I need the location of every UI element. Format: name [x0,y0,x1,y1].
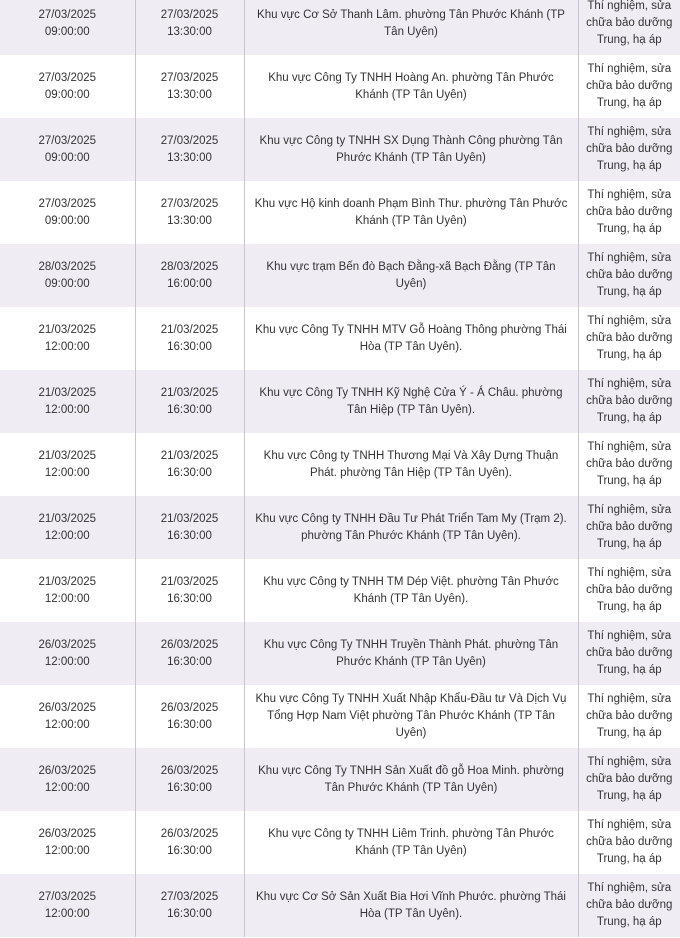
area-text: Khu vực Cơ Sở Thanh Lâm. phường Tân Phước Khánh (TP Tân Uyên) [257,8,565,38]
start-cell [0,559,135,622]
table-row [0,307,680,370]
end-date: 21/03/2025 [160,386,219,399]
start-cell [0,496,135,559]
work-cell [578,811,680,874]
start-time: 12:00:00 [44,529,90,542]
end-date: 28/03/2025 [160,260,219,273]
start-date: 27/03/2025 [38,134,97,147]
area-cell [244,559,578,622]
end-cell [135,118,244,181]
work-cell [578,874,680,937]
end-cell [135,181,244,244]
start-date: 21/03/2025 [38,449,97,462]
end-date: 21/03/2025 [160,512,219,525]
start-cell [0,0,135,55]
end-date: 26/03/2025 [160,701,219,714]
end-cell [135,874,244,937]
start-time: 12:00:00 [44,340,90,353]
start-time: 09:00:00 [44,277,90,290]
work-text: Thí nghiệm, sửa chữa bảo dưỡng Trung, hạ áp [586,126,673,172]
start-cell [0,181,135,244]
work-cell [578,0,680,55]
start-date: 26/03/2025 [38,638,97,651]
work-text: Thí nghiệm, sửa chữa bảo dưỡng Trung, hạ áp [586,819,673,865]
area-text: Khu vực Công Ty TNHH Sản Xuất đồ gỗ Hoa Minh. phường Tân Phước Khánh (TP Tân Uyên) [258,764,564,794]
work-cell [578,244,680,307]
start-date: 26/03/2025 [38,827,97,840]
start-time: 09:00:00 [44,25,90,38]
work-cell [578,307,680,370]
start-date: 27/03/2025 [38,197,97,210]
area-cell [244,622,578,685]
table-row [0,748,680,811]
area-text: Khu vực Công Ty TNHH Truyền Thành Phát. phường Tân Phước Khánh (TP Tân Uyên) [263,638,559,668]
work-cell [578,433,680,496]
area-text: Khu vực Công Ty TNHH MTV Gỗ Hoàng Thông phường Thái Hòa (TP Tân Uyên). [255,323,567,353]
work-cell [578,181,680,244]
area-text: Khu vực trạm Bến đò Bạch Đằng-xã Bạch Đằng (TP Tân Uyên) [266,260,556,290]
start-date: 21/03/2025 [38,386,97,399]
table-row [0,874,680,937]
end-time: 16:30:00 [167,340,212,353]
end-date: 27/03/2025 [160,890,219,903]
table-row [0,559,680,622]
start-cell [0,307,135,370]
start-cell [0,685,135,748]
area-text: Khu vực Cơ Sở Sản Xuất Bia Hơi Vĩnh Phước. phường Thái Hòa (TP Tân Uyên). [256,890,566,920]
end-cell [135,559,244,622]
end-date: 21/03/2025 [160,575,219,588]
work-text: Thí nghiệm, sửa chữa bảo dưỡng Trung, hạ áp [586,252,673,298]
work-cell [578,748,680,811]
area-text: Khu vực Hộ kinh doanh Phạm Bình Thư. phường Tân Phước Khánh (TP Tân Uyên) [254,197,568,227]
work-cell [578,622,680,685]
start-cell [0,874,135,937]
work-cell [578,370,680,433]
start-time: 12:00:00 [44,403,90,416]
end-time: 16:00:00 [167,277,212,290]
end-cell [135,433,244,496]
work-text: Thí nghiệm, sửa chữa bảo dưỡng Trung, hạ áp [586,630,673,676]
end-date: 21/03/2025 [160,323,219,336]
end-date: 26/03/2025 [160,638,219,651]
start-time: 12:00:00 [44,592,90,605]
end-date: 26/03/2025 [160,764,219,777]
end-date: 21/03/2025 [160,449,219,462]
end-cell [135,496,244,559]
work-text: Thí nghiệm, sửa chữa bảo dưỡng Trung, hạ áp [586,882,673,928]
start-time: 12:00:00 [44,655,90,668]
work-cell [578,118,680,181]
area-cell [244,496,578,559]
end-cell [135,0,244,55]
start-time: 09:00:00 [44,88,90,101]
end-date: 26/03/2025 [160,827,219,840]
start-cell [0,748,135,811]
area-text: Khu vực Công ty TNHH TM Dép Việt. phường Tân Phước Khánh (TP Tân Uyên). [263,575,559,605]
work-text: Thí nghiệm, sửa chữa bảo dưỡng Trung, hạ áp [586,378,673,424]
start-cell [0,622,135,685]
area-cell [244,118,578,181]
end-time: 16:30:00 [167,844,212,857]
start-time: 12:00:00 [44,781,90,794]
end-cell [135,685,244,748]
table-row [0,622,680,685]
work-cell [578,685,680,748]
table-row [0,0,680,55]
start-cell [0,118,135,181]
work-text: Thí nghiệm, sửa chữa bảo dưỡng Trung, hạ áp [586,0,673,46]
table-row [0,370,680,433]
area-cell [244,55,578,118]
area-cell [244,370,578,433]
area-text: Khu vực Công Ty TNHH Hoàng An. phường Tân Phước Khánh (TP Tân Uyên) [268,71,554,101]
start-time: 12:00:00 [44,907,90,920]
end-cell [135,622,244,685]
end-time: 16:30:00 [167,466,212,479]
table-row [0,181,680,244]
area-text: Khu vực Công ty TNHH Thương Mại Và Xây Dựng Thuận Phát. phường Tân Hiệp (TP Tân Uyên). [263,449,559,479]
start-date: 26/03/2025 [38,764,97,777]
start-cell [0,811,135,874]
end-time: 13:30:00 [167,214,212,227]
table-row [0,811,680,874]
start-date: 21/03/2025 [38,323,97,336]
area-cell [244,685,578,748]
table-row [0,496,680,559]
end-date: 27/03/2025 [160,71,219,84]
end-cell [135,811,244,874]
start-date: 28/03/2025 [38,260,97,273]
start-date: 27/03/2025 [38,8,97,21]
area-text: Khu vực Công Ty TNHH Xuất Nhập Khẩu-Đầu tư Và Dịch Vụ Tổng Hợp Nam Việt phường Tân Phước Khánh (TP Tân Uyên) [255,693,567,739]
area-text: Khu vực Công ty TNHH Đầu Tư Phát Triển Tam My (Trạm 2). phường Tân Phước Khánh (TP Tân Uyên). [255,512,567,542]
work-text: Thí nghiệm, sửa chữa bảo dưỡng Trung, hạ áp [586,756,673,802]
work-cell [578,55,680,118]
work-text: Thí nghiệm, sửa chữa bảo dưỡng Trung, hạ áp [586,441,673,487]
end-cell [135,244,244,307]
start-date: 21/03/2025 [38,512,97,525]
table-row [0,433,680,496]
end-time: 16:30:00 [167,781,212,794]
start-cell [0,244,135,307]
area-cell [244,433,578,496]
start-date: 26/03/2025 [38,701,97,714]
work-cell [578,496,680,559]
table-row [0,244,680,307]
work-text: Thí nghiệm, sửa chữa bảo dưỡng Trung, hạ áp [586,63,673,109]
start-time: 12:00:00 [44,844,90,857]
table-row [0,118,680,181]
start-time: 09:00:00 [44,214,90,227]
area-text: Khu vực Công Ty TNHH Kỹ Nghệ Cửa Ý - Á Châu. phường Tân Hiệp (TP Tân Uyên). [259,386,563,416]
end-time: 16:30:00 [167,529,212,542]
end-time: 16:30:00 [167,907,212,920]
end-time: 13:30:00 [167,25,212,38]
start-time: 12:00:00 [44,718,90,731]
start-date: 27/03/2025 [38,890,97,903]
end-time: 16:30:00 [167,655,212,668]
end-cell [135,748,244,811]
end-time: 16:30:00 [167,592,212,605]
area-cell [244,874,578,937]
start-date: 21/03/2025 [38,575,97,588]
end-cell [135,307,244,370]
start-time: 09:00:00 [44,151,90,164]
end-time: 16:30:00 [167,403,212,416]
table-row [0,685,680,748]
end-time: 16:30:00 [167,718,212,731]
start-date: 27/03/2025 [38,71,97,84]
work-text: Thí nghiệm, sửa chữa bảo dưỡng Trung, hạ áp [586,315,673,361]
end-cell [135,370,244,433]
start-cell [0,55,135,118]
area-text: Khu vực Công ty TNHH Liêm Trinh. phường Tân Phước Khánh (TP Tân Uyên) [268,827,554,857]
start-time: 12:00:00 [44,466,90,479]
work-text: Thí nghiệm, sửa chữa bảo dưỡng Trung, hạ áp [586,567,673,613]
work-text: Thí nghiệm, sửa chữa bảo dưỡng Trung, hạ áp [586,504,673,550]
work-text: Thí nghiệm, sửa chữa bảo dưỡng Trung, hạ áp [586,189,673,235]
end-cell [135,55,244,118]
area-cell [244,181,578,244]
area-cell [244,307,578,370]
area-cell [244,748,578,811]
area-cell [244,811,578,874]
start-cell [0,370,135,433]
end-time: 13:30:00 [167,88,212,101]
work-cell [578,559,680,622]
end-date: 27/03/2025 [160,197,219,210]
area-text: Khu vực Công ty TNHH SX Dụng Thành Công phường Tân Phước Khánh (TP Tân Uyên) [259,134,563,164]
area-cell [244,0,578,55]
start-cell [0,433,135,496]
end-date: 27/03/2025 [160,8,219,21]
end-date: 27/03/2025 [160,134,219,147]
end-time: 13:30:00 [167,151,212,164]
table-row [0,55,680,118]
work-text: Thí nghiệm, sửa chữa bảo dưỡng Trung, hạ áp [586,693,673,739]
area-cell [244,244,578,307]
